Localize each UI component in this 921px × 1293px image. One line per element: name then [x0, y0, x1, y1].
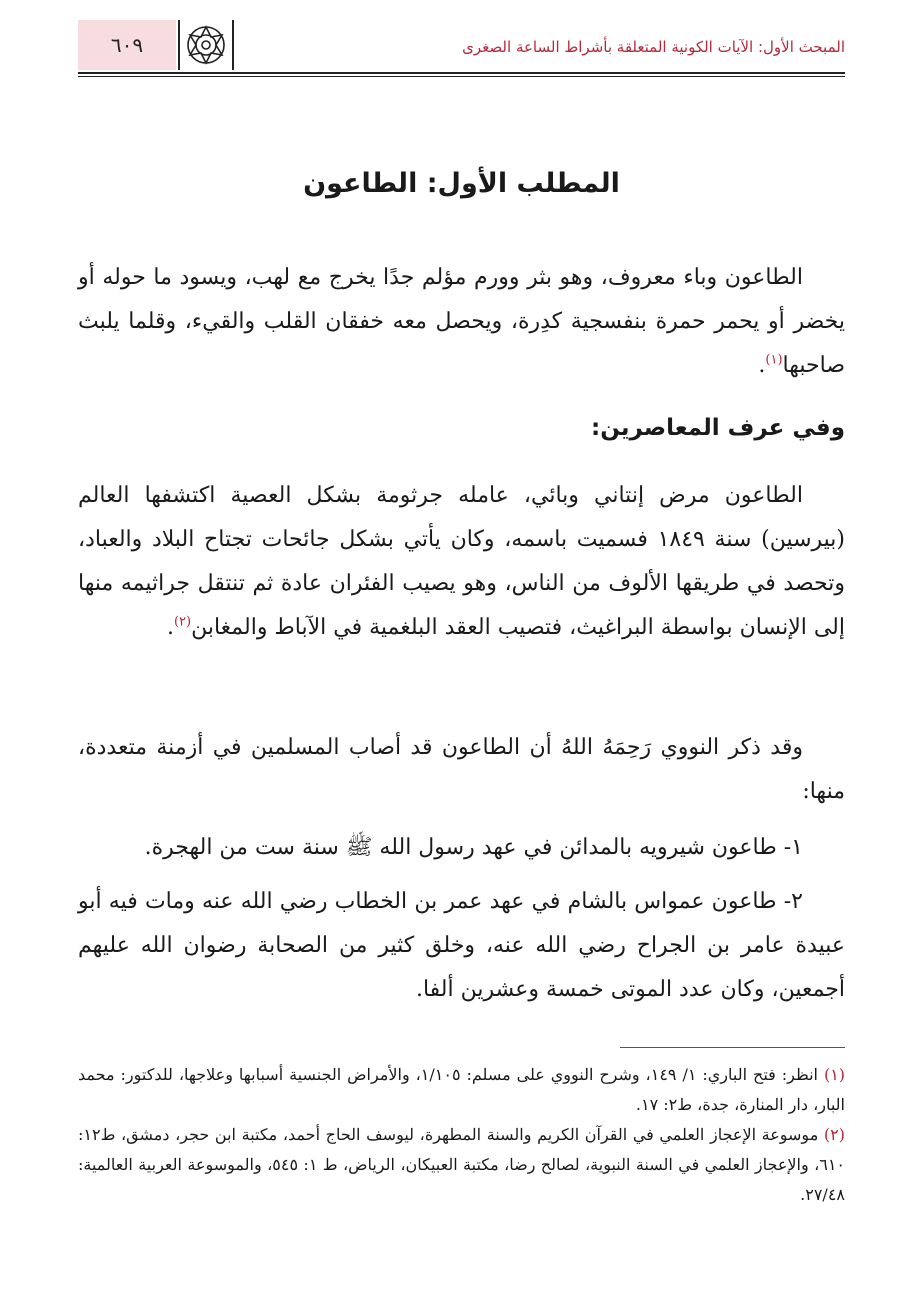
footnote-number: (١): [823, 1065, 846, 1084]
list-item-1: ١- طاعون شيرويه بالمدائن في عهد رسول الله ﷺ سنة ست من الهجرة.: [144, 835, 803, 860]
header-rule-thin: [78, 76, 845, 77]
section-title: المطلب الأول: الطاعون: [303, 168, 620, 199]
subheading: وفي عرف المعاصرين:: [591, 415, 845, 441]
paragraph-1: [78, 256, 845, 388]
footnote-text: موسوعة الإعجاز العلمي في القرآن الكريم والسنة المطهرة، ليوسف الحاج أحمد، مكتبة ابن حجر، دمشق، ط١٢: ٦١٠، والإعجاز العلمي في السنة النبوية، لصالح رضا، مكتبة العبيكان، الرياض، ط ١: ٥٤٥، والموسوعة العربية العالمية: ٢٧/٤٨.: [78, 1125, 846, 1204]
header-rule: [78, 72, 845, 74]
paragraph-2-text: الطاعون مرض إنتاني وبائي، عامله جرثومة بشكل العصية اكتشفها العالم (بيرسين) سنة ١٨٤٩ فسميت باسمه، وكان يأتي بشكل جائحات تجتاح البلاد والعباد، وتحصد في طريقها الألوف من الناس، وهو يصيب الفئران عادة ثم تنتقل جراثيمه منها إلى الإنسان بواسطة البراغيث، فتصيب العقد البلغمية في الآباط والمغابن: [78, 483, 845, 640]
paragraph-2: [78, 474, 845, 650]
footnote-text: انظر: فتح الباري: ١/ ١٤٩، وشرح النووي على مسلم: ١/١٠٥، والأمراض الجنسية أسبابها وعلاجها، للدكتور: محمد البار، دار المنارة، جدة، ط٢: ١٧.: [78, 1065, 845, 1114]
paragraph-2-end: .: [166, 615, 174, 640]
header-title: المبحث الأول: الآيات الكونية المتعلقة بأشراط الساعة الصغرى: [462, 38, 845, 56]
footnote-2: [78, 1120, 845, 1210]
footnote-ref-2: (٢): [173, 614, 192, 630]
list-item-2: ٢- طاعون عمواس بالشام في عهد عمر بن الخطاب رضي الله عنه ومات فيه أبو عبيدة عامر بن الجراح رضي الله عنه، وخلق كثير من الصحابة رضوان الله عليهم أجمعين، وكان عدد الموتى خمسة وعشرين ألفا.: [78, 889, 845, 1002]
footnotes: [78, 1060, 845, 1210]
footnote-1: [78, 1060, 845, 1120]
footnote-ref-1: (١): [765, 352, 783, 368]
paragraph-1-end: .: [758, 353, 766, 378]
page-header: [78, 20, 845, 70]
paragraph-3: وقد ذكر النووي رَحِمَهُ اللهُ أن الطاعون قد أصاب المسلمين في أزمنة متعددة، منها:: [78, 735, 845, 804]
footnote-number: (٢): [823, 1125, 845, 1144]
paragraph-1-text: الطاعون وباء معروف، وهو بثر وورم مؤلم جدًا يخرج مع لهب، ويسود ما حوله أو يخضر أو يحمر حمرة بنفسجية كدِرة، ويحصل معه خفقان القلب والقيء، وقلما يلبث صاحبها: [78, 265, 845, 378]
page-number: ٦٠٩: [78, 20, 176, 70]
ornament-icon: [178, 20, 234, 70]
footnote-rule: [620, 1047, 845, 1048]
